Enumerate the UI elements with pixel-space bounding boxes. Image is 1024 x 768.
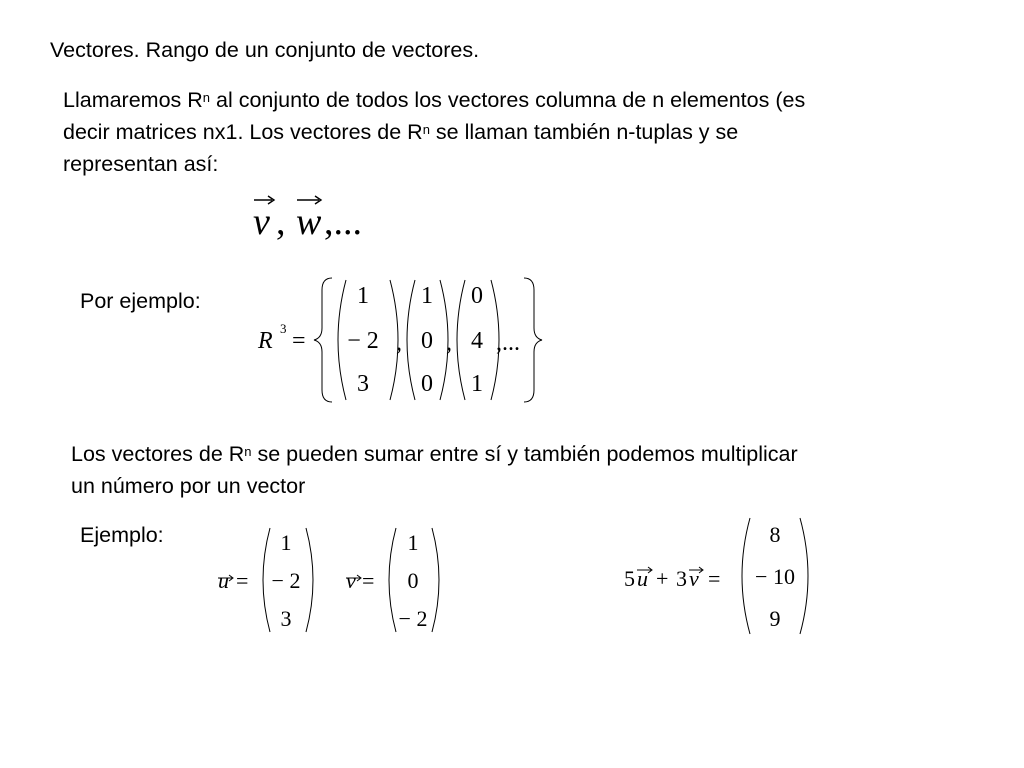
vec2-entry-1: 1 <box>421 283 433 309</box>
v-right-paren <box>432 528 439 632</box>
combo-equals: = <box>708 566 721 591</box>
set-ellipsis: ,... <box>496 330 520 356</box>
combo-u-symbol: u <box>637 566 648 591</box>
vector-v-definition <box>338 520 458 640</box>
u-right-paren <box>306 528 313 632</box>
r3-equals: = <box>292 328 306 354</box>
r3-exponent: 3 <box>280 321 287 336</box>
vector-notation <box>240 188 380 248</box>
u-entry-3: 3 <box>280 606 292 631</box>
vector-u-definition <box>210 520 330 640</box>
intro-line-1: Llamaremos $R^n$ al conjunto de todos los vectores columna de n elementos (es <box>63 88 806 112</box>
u-left-paren <box>263 528 270 632</box>
result-entry-3: 9 <box>769 606 781 631</box>
result-entry-2: − 10 <box>755 564 795 589</box>
sum-line-1: Los vectores de $R^n$ se pueden sumar entre sí y también podemos multiplicar <box>71 442 798 466</box>
u-entry-1: 1 <box>280 530 292 555</box>
combo-plus: + <box>656 566 669 591</box>
result-left-paren <box>742 518 750 634</box>
vec2-left-paren <box>407 280 415 400</box>
set-left-brace <box>314 278 332 402</box>
vector-comma: , <box>276 201 286 243</box>
vec3-entry-2: 4 <box>471 328 483 354</box>
u-symbol: u <box>218 568 229 593</box>
coef-3: 3 <box>676 566 687 591</box>
vec2-entry-2: 0 <box>421 328 433 354</box>
example1-math <box>250 270 550 410</box>
intro-line-2: decir matrices nx1. Los vectores de $R^n$ se llaman también n-tuplas y se <box>63 120 739 144</box>
v-entry-1: 1 <box>407 530 419 555</box>
vec1-entry-3: 3 <box>357 371 369 397</box>
intro-line-3: representan así: <box>63 152 219 176</box>
v-equals: = <box>362 568 375 593</box>
vector-ellipsis: ,... <box>324 201 362 243</box>
result-entry-1: 8 <box>769 522 781 547</box>
vector-v: v <box>253 201 270 243</box>
vec1-entry-1: 1 <box>357 283 369 309</box>
result-right-paren <box>800 518 808 634</box>
intro-paragraph <box>63 84 983 180</box>
u-equals: = <box>236 568 249 593</box>
sum-paragraph <box>71 438 991 502</box>
vec1-entry-2: − 2 <box>347 328 379 354</box>
page-title: Vectores. Rango de un conjunto de vectores. <box>50 38 480 62</box>
example2-label: Ejemplo: <box>80 523 164 547</box>
vec3-entry-1: 0 <box>471 283 483 309</box>
vec3-entry-3: 1 <box>471 371 483 397</box>
example1-label: Por ejemplo: <box>80 289 201 313</box>
sum-line-2: un número por un vector <box>71 474 306 498</box>
linear-combination-result <box>620 510 820 640</box>
v-symbol: v <box>346 568 356 593</box>
v-left-paren <box>389 528 396 632</box>
coef-5: 5 <box>624 566 635 591</box>
vector-w: w <box>296 201 322 243</box>
u-entry-2: − 2 <box>271 568 301 593</box>
v-entry-3: − 2 <box>398 606 428 631</box>
vec2-entry-3: 0 <box>421 371 433 397</box>
v-entry-2: 0 <box>407 568 419 593</box>
vec-separator-2: , <box>446 330 452 356</box>
r3-symbol: R <box>258 328 273 354</box>
vec-separator-1: , <box>396 330 402 356</box>
combo-v-symbol: v <box>689 566 699 591</box>
set-right-brace <box>524 278 542 402</box>
vec1-left-paren <box>338 280 346 400</box>
vec3-left-paren <box>457 280 465 400</box>
